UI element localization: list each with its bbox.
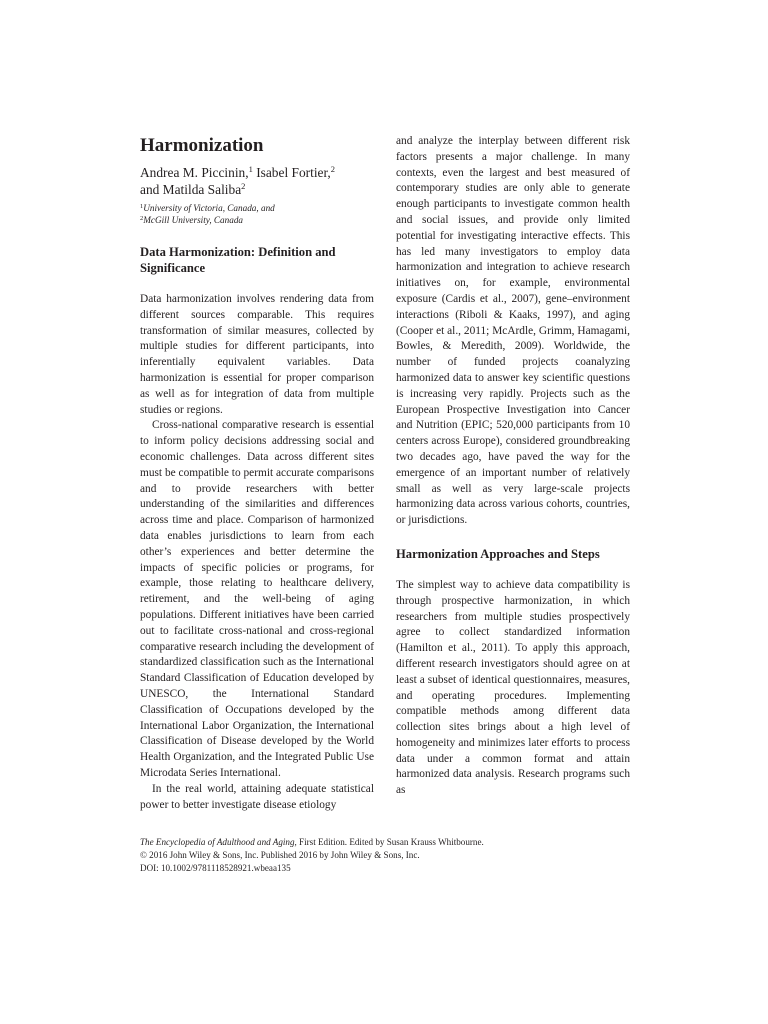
affiliation-line xyxy=(140,214,374,226)
author-name: Andrea M. Piccinin, xyxy=(140,165,249,180)
affiliation-text: McGill University, Canada xyxy=(143,215,244,225)
source-line xyxy=(140,836,640,849)
section-heading: Data Harmonization: Definition and Significance xyxy=(140,245,336,275)
body-paragraph: Cross-national comparative research is essential to inform policy decisions addressing social and economic challenges. Data across different sites must be compatible to permit accurate comparisons and to provide researchers with better understanding of the similarities and differences across time and place. Comparison of harmonized data enables jurisdictions to learn from each other’s experiences and better determine the impacts of specific policies or programs, for example, those relating to healthcare delivery, retirement, and the well-being of aging populations. Different initiatives have been carried out to facilitate cross-national and cross-regional comparative research including the development of standardized classification such as the International Standard Classification of Education developed by UNESCO, the International Standard Classification of Occupations developed by the International Labor Organization, the International Classification of Disease developed by the World Health Organization, and the Integrated Public Use Microdata Series International. xyxy=(140,419,374,779)
article-title: Harmonization xyxy=(140,135,264,156)
affiliation-marker: 1 xyxy=(140,203,144,210)
author-affiliation-marker: 2 xyxy=(330,164,336,174)
left-column xyxy=(140,134,374,813)
affiliation-line xyxy=(140,202,374,214)
section-heading: Harmonization Approaches and Steps xyxy=(396,546,600,561)
affiliation-text: University of Victoria, Canada, and xyxy=(143,203,275,213)
source-details: , First Edition. Edited by Susan Krauss Whitbourne. xyxy=(294,837,484,847)
author-name: and Matilda Saliba xyxy=(140,182,242,197)
author-list xyxy=(140,164,374,198)
body-paragraph: The simplest way to achieve data compatibility is through prospective harmonization, in which researchers from multiple studies prospectively agree to collect standardized information (Hamilton et al., 2011). To apply this approach, different research investigators should agree on at least a subset of identical questionnaires, measures, and operating procedures. Implementing compatible methods among different data collection sites brings about a high level of homogeneity and minimizes later efforts to process data under a common format and attain harmonized data analysis. Research programs such as xyxy=(396,578,630,797)
affiliation-marker: 2 xyxy=(140,215,144,222)
copyright-line: © 2016 John Wiley & Sons, Inc. Published 2016 by John Wiley & Sons, Inc. xyxy=(140,850,420,860)
citation-footer xyxy=(140,836,640,875)
author-name: Isabel Fortier, xyxy=(252,165,331,180)
body-paragraph: and analyze the interplay between different risk factors presents a major challenge. In many contexts, even the largest and best measured of contemporary studies are only able to generate enough participants to investigate common health and social issues, and provide only limited potential for investigating interactive effects. This has led many investigators to employ data harmonization and integration to achieve research initiatives on, for example, environmental exposure (Cardis et al., 2007), gene–environment interactions (Riboli & Kaaks, 1997), and aging (Cooper et al., 2011; McArdle, Grimm, Hamagami, Bowles, & Meredith, 2009). Worldwide, the number of funded projects coanalyzing harmonized data to answer key scientific questions is increasing very rapidly. Projects such as the European Prospective Investigation into Cancer and Nutrition (EPIC; 520,000 participants from 10 centers across Europe), considered groundbreaking two decades ago, have paved the way for the emergence of an important number of relatively small as well as very large-scale projects harmonizing data across various cohorts, countries, or jurisdictions. xyxy=(396,135,630,527)
source-title: The Encyclopedia of Adulthood and Aging xyxy=(140,837,295,847)
body-paragraph: In the real world, attaining adequate statistical power to better investigate disease etiology xyxy=(140,782,374,811)
doi-line: DOI: 10.1002/9781118528921.wbeaa135 xyxy=(140,863,291,873)
author-affiliation-marker: 1 xyxy=(248,164,253,174)
right-column xyxy=(396,134,630,799)
body-paragraph: Data harmonization involves rendering data from different sources comparable. This requires transformation of similar measures, collected by multiple studies for different participants, into inferentially equivalent variables. Data harmonization is essential for proper comparison as well as for integration of data from multiple studies or regions. xyxy=(140,293,374,416)
author-affiliation-marker: 2 xyxy=(241,181,246,191)
